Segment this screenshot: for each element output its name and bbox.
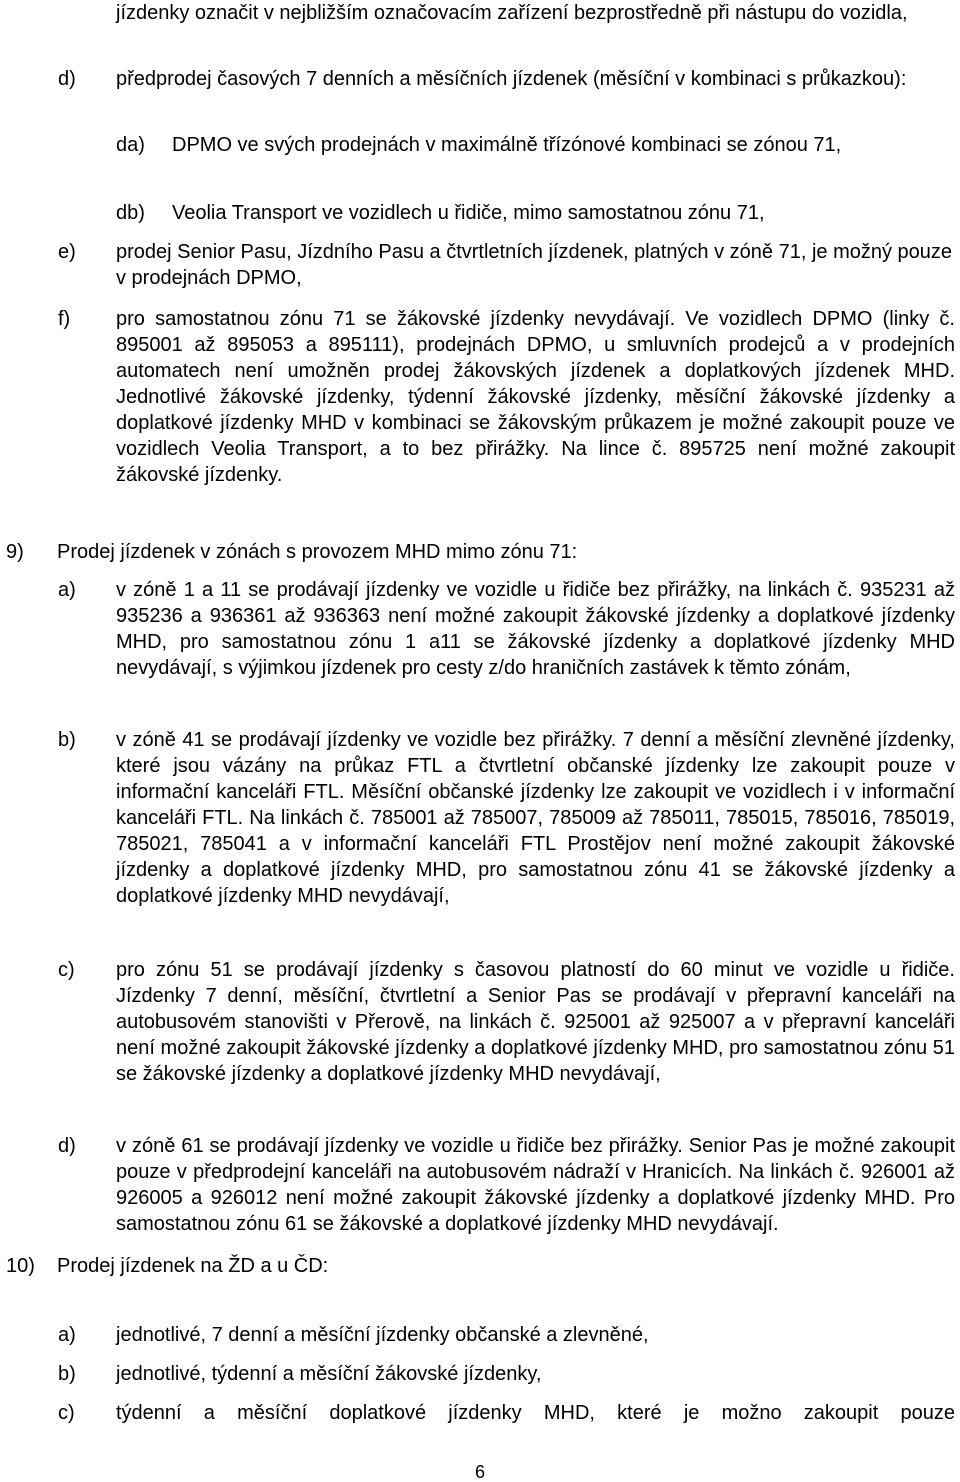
paragraph: prodej Senior Pasu, Jízdního Pasu a čtvrtletních jízdenek, platných v zóně 71, je možný pouze v prodejnách DPMO,: [116, 241, 953, 289]
paragraph: pro samostatnou zónu 71 se žákovské jízdenky nevydávají. Ve vozidlech DPMO (linky č. 895001 až 895053 a 895111), prodejnách DPMO, u smluvních prodejců a v prodejních automatech není umožněn prodej žákovských jízdenek a doplatkových jízdenek MHD. Jednotlivé žákovské jízdenky, týdenní žákovské jízdenky, měsíční žákovské jízdenky a doplatkové jízdenky MHD v kombinaci se žákovským průkazem je možné zakoupit pouze ve vozidlech Veolia Transport, a to bez přirážky. Na lince č. 895725 není možné zakoupit žákovské jízdenky.: [116, 308, 955, 486]
paragraph: týdenní a měsíční doplatkové jízdenky MHD, které je možno zakoupit pouze: [116, 1402, 955, 1424]
paragraph: v zóně 1 a 11 se prodávají jízdenky ve vozidle u řidiče bez přirážky, na linkách č. 935231 až 935236 a 936361 až 936363 není možné zakoupit žákovské jízdenky a doplatkové jízdenky MHD, pro samostatnou zónu 1 a11 se žákovské jízdenky a doplatkové jízdenky MHD nevydávají, s výjimkou jízdenek pro cesty z/do hraničních zastávek k těmto zónám,: [116, 579, 955, 679]
item-label: da): [116, 134, 145, 156]
item-label: b): [58, 1363, 76, 1385]
item-label: f): [58, 308, 71, 330]
item-label: d): [58, 68, 76, 90]
paragraph: jednotlivé, 7 denní a měsíční jízdenky občanské a zlevněné,: [116, 1324, 649, 1346]
paragraph: jízdenky označit v nejbližším označovacím zařízení bezprostředně při nástupu do vozidla,: [116, 2, 908, 24]
section-number: 10): [6, 1255, 35, 1277]
item-label: b): [58, 729, 76, 751]
paragraph: Veolia Transport ve vozidlech u řidiče, mimo samostatnou zónu 71,: [172, 202, 765, 224]
section-title: Prodej jízdenek v zónách s provozem MHD mimo zónu 71:: [57, 541, 578, 563]
paragraph: jednotlivé, týdenní a měsíční žákovské jízdenky,: [116, 1363, 542, 1385]
paragraph: předprodej časových 7 denních a měsíčních jízdenek (měsíční v kombinaci s průkazkou):: [116, 68, 907, 90]
item-label: c): [58, 959, 75, 981]
item-label: a): [58, 1324, 76, 1346]
paragraph: pro zónu 51 se prodávají jízdenky s časovou platností do 60 minut ve vozidle u řidiče. Jízdenky 7 denní, měsíční, čtvrtletní a Senior Pas se prodávají v přepravní kanceláři na autobusovém stanovišti v Přerově, na linkách č. 925001 až 925007 a v přepravní kanceláři není možné zakoupit žákovské jízdenky a doplatkové jízdenky MHD, pro samostatnou zónu 51 se žákovské jízdenky a doplatkové jízdenky MHD nevydávají,: [116, 959, 955, 1085]
item-label: e): [58, 241, 76, 263]
paragraph: v zóně 61 se prodávají jízdenky ve vozidle u řidiče bez přirážky. Senior Pas je možné zakoupit pouze v předprodejní kanceláři na autobusovém nádraží v Hranicích. Na linkách č. 926001 až 926005 a 926012 není možné zakoupit žákovské jízdenky a doplatkové jízdenky MHD. Pro samostatnou zónu 61 se žákovské a doplatkové jízdenky MHD nevydávají.: [116, 1135, 955, 1235]
item-label: d): [58, 1135, 76, 1157]
section-number: 9): [6, 541, 24, 563]
page-number: 6: [474, 1462, 485, 1482]
paragraph: v zóně 41 se prodávají jízdenky ve vozidle bez přirážky. 7 denní a měsíční zlevněné jízdenky, které jsou vázány na průkaz FTL a čtvrtletní občanské jízdenky lze zakoupit pouze v informační kanceláři FTL. Měsíční občanské jízdenky lze zakoupit ve vozidlech i v informační kanceláři FTL. Na linkách č. 785001 až 785007, 785009 až 785011, 785015, 785016, 785019, 785021, 785041 a v informační kanceláři FTL Prostějov není možné zakoupit žákovské jízdenky a doplatkové jízdenky MHD, pro samostatnou zónu 41 se žákovské jízdenky a doplatkové jízdenky MHD nevydávají,: [116, 729, 955, 907]
item-label: c): [58, 1402, 75, 1424]
item-label: db): [116, 202, 145, 224]
item-label: a): [58, 579, 76, 601]
paragraph: DPMO ve svých prodejnách v maximálně třízónové kombinaci se zónou 71,: [172, 134, 842, 156]
section-title: Prodej jízdenek na ŽD a u ČD:: [57, 1255, 329, 1277]
